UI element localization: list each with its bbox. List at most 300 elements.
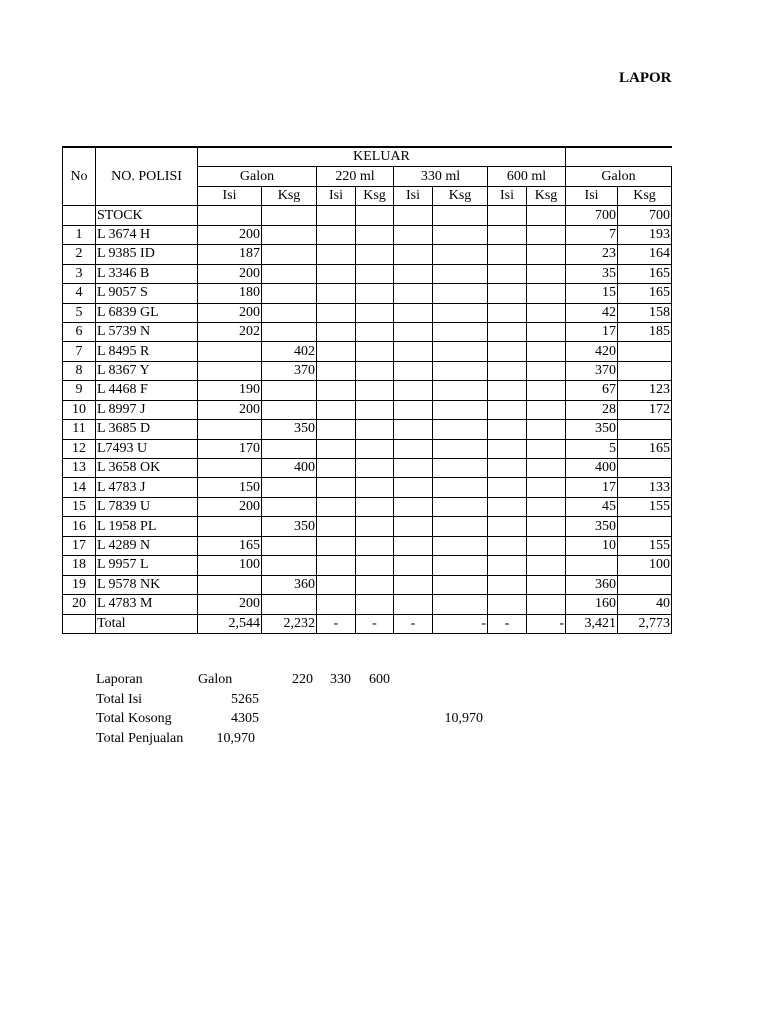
cell-stock-ksg bbox=[618, 342, 672, 361]
cell-ml600-ksg bbox=[527, 342, 566, 361]
cell-row-no: 20 bbox=[63, 595, 96, 614]
cell-galon-ksg bbox=[262, 206, 317, 225]
cell-galon-isi: 200 bbox=[198, 303, 262, 322]
table-row bbox=[63, 400, 672, 419]
cell-ml220-isi: - bbox=[317, 614, 356, 633]
cell-ml600-isi bbox=[488, 556, 527, 575]
header-330ml: 330 ml bbox=[394, 167, 488, 186]
cell-stock-ksg: 2,773 bbox=[618, 614, 672, 633]
cell-galon-ksg bbox=[262, 497, 317, 516]
cell-stock-isi: 700 bbox=[566, 206, 618, 225]
cell-galon-ksg bbox=[262, 303, 317, 322]
table-row bbox=[63, 595, 672, 614]
table-row bbox=[63, 342, 672, 361]
cell-stock-ksg: 40 bbox=[618, 595, 672, 614]
cell-ml220-ksg bbox=[356, 459, 394, 478]
cell-ml600-isi bbox=[488, 536, 527, 555]
header-600ml: 600 ml bbox=[488, 167, 566, 186]
cell-stock-ksg: 164 bbox=[618, 245, 672, 264]
cell-ml330-ksg bbox=[433, 439, 488, 458]
cell-ml600-isi bbox=[488, 206, 527, 225]
cell-row-no: 16 bbox=[63, 517, 96, 536]
header-ksg: Ksg bbox=[618, 186, 672, 205]
cell-ml220-ksg bbox=[356, 264, 394, 283]
cell-stock-isi: 360 bbox=[566, 575, 618, 594]
cell-ml330-ksg bbox=[433, 575, 488, 594]
cell-galon-isi: 190 bbox=[198, 381, 262, 400]
cell-ml220-ksg bbox=[356, 303, 394, 322]
cell-ml600-isi: - bbox=[488, 614, 527, 633]
cell-ml330-ksg bbox=[433, 342, 488, 361]
cell-stock-ksg bbox=[618, 575, 672, 594]
cell-galon-ksg bbox=[262, 225, 317, 244]
cell-ml600-isi bbox=[488, 361, 527, 380]
cell-ml600-isi bbox=[488, 264, 527, 283]
summary-total-penjualan-value: 10,970 bbox=[216, 731, 255, 746]
cell-ml330-ksg bbox=[433, 206, 488, 225]
cell-row-polisi: L 6839 GL bbox=[96, 303, 198, 322]
cell-galon-isi: 180 bbox=[198, 284, 262, 303]
cell-stock-isi: 400 bbox=[566, 459, 618, 478]
table-row bbox=[63, 303, 672, 322]
cell-row-no: 1 bbox=[63, 225, 96, 244]
cell-row-no: 4 bbox=[63, 284, 96, 303]
cell-row-no: 6 bbox=[63, 322, 96, 341]
cell-ml330-isi bbox=[394, 595, 433, 614]
summary-total-kosong-side: 10,970 bbox=[444, 711, 483, 726]
header-ksg: Ksg bbox=[527, 186, 566, 205]
cell-row-no: 13 bbox=[63, 459, 96, 478]
cell-galon-ksg: 350 bbox=[262, 517, 317, 536]
cell-galon-ksg: 350 bbox=[262, 420, 317, 439]
summary-600-header: 600 bbox=[369, 672, 390, 687]
cell-stock-isi: 5 bbox=[566, 439, 618, 458]
cell-galon-ksg bbox=[262, 536, 317, 555]
cell-ml600-ksg bbox=[527, 478, 566, 497]
cell-stock-ksg bbox=[618, 361, 672, 380]
cell-ml330-isi bbox=[394, 575, 433, 594]
cell-ml330-ksg bbox=[433, 361, 488, 380]
cell-ml330-ksg bbox=[433, 303, 488, 322]
cell-row-polisi: L 9057 S bbox=[96, 284, 198, 303]
cell-galon-ksg bbox=[262, 284, 317, 303]
cell-ml220-ksg bbox=[356, 381, 394, 400]
cell-ml220-ksg bbox=[356, 400, 394, 419]
cell-ml600-isi bbox=[488, 342, 527, 361]
cell-row-no: 5 bbox=[63, 303, 96, 322]
cell-stock-ksg: 123 bbox=[618, 381, 672, 400]
cell-ml600-ksg: - bbox=[527, 614, 566, 633]
cell-ml600-isi bbox=[488, 497, 527, 516]
cell-ml220-ksg bbox=[356, 517, 394, 536]
cell-ml330-ksg bbox=[433, 536, 488, 555]
cell-stock-ksg: 700 bbox=[618, 206, 672, 225]
summary-total-kosong-value: 4305 bbox=[231, 711, 259, 726]
cell-stock-isi: 35 bbox=[566, 264, 618, 283]
cell-stock-ksg bbox=[618, 459, 672, 478]
cell-ml600-ksg bbox=[527, 439, 566, 458]
header-keluar: KELUAR bbox=[198, 147, 566, 167]
cell-ml220-isi bbox=[317, 575, 356, 594]
table-row bbox=[63, 575, 672, 594]
cell-stock-ksg bbox=[618, 517, 672, 536]
cell-galon-ksg bbox=[262, 264, 317, 283]
table-row bbox=[63, 556, 672, 575]
cell-galon-isi: 187 bbox=[198, 245, 262, 264]
cell-stock-ksg: 165 bbox=[618, 284, 672, 303]
cell-row-polisi: L 3658 OK bbox=[96, 459, 198, 478]
cell-galon-ksg bbox=[262, 439, 317, 458]
cell-ml220-ksg bbox=[356, 595, 394, 614]
header-ksg: Ksg bbox=[433, 186, 488, 205]
cell-stock-ksg: 158 bbox=[618, 303, 672, 322]
summary-total-kosong-label: Total Kosong bbox=[96, 711, 172, 726]
cell-stock-ksg: 185 bbox=[618, 322, 672, 341]
cell-ml220-isi bbox=[317, 439, 356, 458]
summary-total-penjualan-label: Total Penjualan bbox=[96, 731, 184, 746]
cell-stock-ksg: 155 bbox=[618, 536, 672, 555]
cell-stock-isi: 350 bbox=[566, 517, 618, 536]
cell-ml220-isi bbox=[317, 400, 356, 419]
cell-ml600-ksg bbox=[527, 264, 566, 283]
cell-ml330-isi bbox=[394, 439, 433, 458]
cell-ml330-isi bbox=[394, 322, 433, 341]
cell-row-no: 12 bbox=[63, 439, 96, 458]
cell-galon-ksg bbox=[262, 400, 317, 419]
cell-ml330-ksg bbox=[433, 381, 488, 400]
cell-ml330-isi bbox=[394, 536, 433, 555]
table-row bbox=[63, 517, 672, 536]
summary-galon-header: Galon bbox=[198, 672, 233, 687]
cell-galon-isi: 2,544 bbox=[198, 614, 262, 633]
cell-ml220-isi bbox=[317, 206, 356, 225]
cell-row-no: 9 bbox=[63, 381, 96, 400]
cell-row-no bbox=[63, 206, 96, 225]
cell-ml330-isi bbox=[394, 556, 433, 575]
cell-ml330-ksg bbox=[433, 595, 488, 614]
header-isi: Isi bbox=[317, 186, 356, 205]
cell-row-no: 17 bbox=[63, 536, 96, 555]
cell-ml600-ksg bbox=[527, 245, 566, 264]
cell-stock-ksg: 100 bbox=[618, 556, 672, 575]
header-ksg: Ksg bbox=[262, 186, 317, 205]
cell-ml220-isi bbox=[317, 497, 356, 516]
total-row bbox=[63, 614, 672, 633]
cell-galon-isi bbox=[198, 206, 262, 225]
cell-row-no: 15 bbox=[63, 497, 96, 516]
cell-stock-ksg: 172 bbox=[618, 400, 672, 419]
cell-galon-ksg bbox=[262, 322, 317, 341]
cell-galon-isi: 200 bbox=[198, 497, 262, 516]
cell-row-no: 2 bbox=[63, 245, 96, 264]
cell-stock-isi: 10 bbox=[566, 536, 618, 555]
cell-stock-ksg: 165 bbox=[618, 264, 672, 283]
cell-ml330-isi bbox=[394, 361, 433, 380]
cell-galon-ksg bbox=[262, 556, 317, 575]
header-no: No bbox=[63, 147, 96, 206]
summary-total-isi-value: 5265 bbox=[231, 692, 259, 707]
cell-galon-isi bbox=[198, 575, 262, 594]
cell-ml600-isi bbox=[488, 284, 527, 303]
cell-row-no: 7 bbox=[63, 342, 96, 361]
cell-row-polisi: L 9957 L bbox=[96, 556, 198, 575]
cell-ml330-isi bbox=[394, 459, 433, 478]
summary-total-isi-label: Total Isi bbox=[96, 692, 143, 707]
cell-stock-isi: 17 bbox=[566, 322, 618, 341]
cell-ml600-ksg bbox=[527, 400, 566, 419]
cell-galon-isi bbox=[198, 361, 262, 380]
cell-row-polisi: L 9578 NK bbox=[96, 575, 198, 594]
cell-row-polisi: STOCK bbox=[96, 206, 198, 225]
cell-ml220-ksg bbox=[356, 322, 394, 341]
header-220ml: 220 ml bbox=[317, 167, 394, 186]
header-isi: Isi bbox=[566, 186, 618, 205]
cell-row-polisi: L 8495 R bbox=[96, 342, 198, 361]
table-row bbox=[63, 284, 672, 303]
cell-ml220-ksg bbox=[356, 497, 394, 516]
cell-galon-isi: 200 bbox=[198, 400, 262, 419]
cell-ml330-ksg bbox=[433, 245, 488, 264]
cell-ml220-isi bbox=[317, 459, 356, 478]
table-row bbox=[63, 497, 672, 516]
cell-ml220-ksg bbox=[356, 245, 394, 264]
cell-row-polisi: L 1958 PL bbox=[96, 517, 198, 536]
cell-galon-ksg: 370 bbox=[262, 361, 317, 380]
cell-ml220-ksg bbox=[356, 420, 394, 439]
cell-ml220-isi bbox=[317, 303, 356, 322]
cell-ml600-ksg bbox=[527, 381, 566, 400]
cell-ml220-isi bbox=[317, 284, 356, 303]
cell-stock-isi: 28 bbox=[566, 400, 618, 419]
cell-stock-isi: 17 bbox=[566, 478, 618, 497]
cell-row-polisi: L 8997 J bbox=[96, 400, 198, 419]
table-row bbox=[63, 536, 672, 555]
cell-stock-isi: 160 bbox=[566, 595, 618, 614]
cell-ml220-ksg bbox=[356, 206, 394, 225]
cell-ml600-isi bbox=[488, 381, 527, 400]
cell-ml220-isi bbox=[317, 595, 356, 614]
cell-ml600-ksg bbox=[527, 361, 566, 380]
cell-row-no: 3 bbox=[63, 264, 96, 283]
cell-ml600-isi bbox=[488, 303, 527, 322]
cell-ml600-ksg bbox=[527, 322, 566, 341]
cell-galon-ksg bbox=[262, 381, 317, 400]
cell-stock-isi bbox=[566, 556, 618, 575]
cell-ml600-ksg bbox=[527, 497, 566, 516]
cell-row-polisi: L7493 U bbox=[96, 439, 198, 458]
cell-ml600-isi bbox=[488, 322, 527, 341]
cell-ml600-ksg bbox=[527, 595, 566, 614]
cell-ml220-ksg: - bbox=[356, 614, 394, 633]
cell-ml220-isi bbox=[317, 361, 356, 380]
sales-table bbox=[62, 146, 672, 634]
cell-galon-ksg bbox=[262, 245, 317, 264]
cell-row-polisi: L 3685 D bbox=[96, 420, 198, 439]
cell-ml600-isi bbox=[488, 245, 527, 264]
cell-row-polisi: L 4783 M bbox=[96, 595, 198, 614]
cell-ml330-isi bbox=[394, 284, 433, 303]
cell-row-no bbox=[63, 614, 96, 633]
cell-ml600-ksg bbox=[527, 303, 566, 322]
summary-laporan-label: Laporan bbox=[96, 672, 143, 687]
cell-galon-isi bbox=[198, 342, 262, 361]
cell-ml600-isi bbox=[488, 595, 527, 614]
cell-row-polisi: L 3346 B bbox=[96, 264, 198, 283]
cell-ml330-ksg bbox=[433, 284, 488, 303]
cell-ml600-isi bbox=[488, 400, 527, 419]
cell-ml330-ksg bbox=[433, 420, 488, 439]
table-row bbox=[63, 459, 672, 478]
table-row bbox=[63, 206, 672, 225]
cell-ml220-isi bbox=[317, 420, 356, 439]
cell-ml220-isi bbox=[317, 225, 356, 244]
cell-row-no: 18 bbox=[63, 556, 96, 575]
cell-ml330-isi bbox=[394, 420, 433, 439]
cell-ml220-ksg bbox=[356, 556, 394, 575]
cell-galon-isi bbox=[198, 517, 262, 536]
cell-row-polisi: L 7839 U bbox=[96, 497, 198, 516]
cell-ml330-ksg bbox=[433, 497, 488, 516]
cell-ml330-isi bbox=[394, 478, 433, 497]
cell-ml330-isi bbox=[394, 381, 433, 400]
cell-ml220-ksg bbox=[356, 439, 394, 458]
table-row bbox=[63, 322, 672, 341]
report-title: LAPOR bbox=[619, 70, 672, 86]
cell-ml330-ksg bbox=[433, 459, 488, 478]
cell-stock-isi: 45 bbox=[566, 497, 618, 516]
cell-galon-isi: 100 bbox=[198, 556, 262, 575]
summary-330-header: 330 bbox=[330, 672, 351, 687]
cell-ml330-isi bbox=[394, 497, 433, 516]
cell-stock-ksg: 193 bbox=[618, 225, 672, 244]
cell-row-polisi: L 8367 Y bbox=[96, 361, 198, 380]
cell-galon-isi: 200 bbox=[198, 264, 262, 283]
cell-ml330-isi: - bbox=[394, 614, 433, 633]
cell-galon-isi bbox=[198, 420, 262, 439]
cell-galon-isi: 170 bbox=[198, 439, 262, 458]
cell-galon-isi: 200 bbox=[198, 225, 262, 244]
cell-ml220-isi bbox=[317, 381, 356, 400]
cell-ml220-ksg bbox=[356, 575, 394, 594]
header-ksg: Ksg bbox=[356, 186, 394, 205]
cell-stock-ksg bbox=[618, 420, 672, 439]
cell-row-polisi: L 4289 N bbox=[96, 536, 198, 555]
cell-ml600-ksg bbox=[527, 225, 566, 244]
cell-stock-isi: 67 bbox=[566, 381, 618, 400]
cell-galon-isi: 150 bbox=[198, 478, 262, 497]
cell-row-polisi: Total bbox=[96, 614, 198, 633]
cell-row-no: 8 bbox=[63, 361, 96, 380]
cell-row-no: 11 bbox=[63, 420, 96, 439]
cell-ml330-ksg bbox=[433, 225, 488, 244]
header-polisi: NO. POLISI bbox=[96, 147, 198, 206]
cell-ml600-ksg bbox=[527, 420, 566, 439]
cell-ml600-isi bbox=[488, 459, 527, 478]
cell-ml330-ksg bbox=[433, 556, 488, 575]
table-row bbox=[63, 245, 672, 264]
cell-ml330-isi bbox=[394, 342, 433, 361]
cell-ml330-isi bbox=[394, 517, 433, 536]
cell-galon-ksg: 400 bbox=[262, 459, 317, 478]
cell-ml220-isi bbox=[317, 556, 356, 575]
header-blank bbox=[566, 147, 672, 167]
cell-ml220-ksg bbox=[356, 284, 394, 303]
cell-ml330-ksg bbox=[433, 400, 488, 419]
cell-ml330-ksg: - bbox=[433, 614, 488, 633]
cell-ml220-isi bbox=[317, 342, 356, 361]
cell-galon-isi: 165 bbox=[198, 536, 262, 555]
cell-stock-ksg: 133 bbox=[618, 478, 672, 497]
cell-stock-isi: 7 bbox=[566, 225, 618, 244]
table-row bbox=[63, 361, 672, 380]
cell-ml220-ksg bbox=[356, 478, 394, 497]
cell-stock-isi: 23 bbox=[566, 245, 618, 264]
cell-row-polisi: L 4468 F bbox=[96, 381, 198, 400]
cell-ml220-ksg bbox=[356, 342, 394, 361]
cell-ml600-ksg bbox=[527, 536, 566, 555]
table-row bbox=[63, 225, 672, 244]
cell-ml330-ksg bbox=[433, 322, 488, 341]
cell-ml330-isi bbox=[394, 225, 433, 244]
table-row bbox=[63, 264, 672, 283]
cell-galon-isi bbox=[198, 459, 262, 478]
cell-ml600-isi bbox=[488, 439, 527, 458]
table-row bbox=[63, 420, 672, 439]
cell-galon-ksg: 360 bbox=[262, 575, 317, 594]
cell-row-no: 14 bbox=[63, 478, 96, 497]
cell-ml220-isi bbox=[317, 478, 356, 497]
cell-ml600-ksg bbox=[527, 206, 566, 225]
header-galon: Galon bbox=[198, 167, 317, 186]
cell-ml220-isi bbox=[317, 322, 356, 341]
cell-row-polisi: L 5739 N bbox=[96, 322, 198, 341]
header-isi: Isi bbox=[198, 186, 262, 205]
cell-ml330-isi bbox=[394, 206, 433, 225]
table-row bbox=[63, 439, 672, 458]
cell-ml220-isi bbox=[317, 264, 356, 283]
cell-ml220-ksg bbox=[356, 361, 394, 380]
cell-ml330-ksg bbox=[433, 478, 488, 497]
cell-stock-isi: 15 bbox=[566, 284, 618, 303]
cell-ml600-isi bbox=[488, 225, 527, 244]
cell-ml330-ksg bbox=[433, 517, 488, 536]
cell-ml220-isi bbox=[317, 517, 356, 536]
cell-stock-isi: 3,421 bbox=[566, 614, 618, 633]
cell-ml220-isi bbox=[317, 536, 356, 555]
cell-ml330-isi bbox=[394, 245, 433, 264]
summary-220-header: 220 bbox=[292, 672, 313, 687]
cell-ml330-isi bbox=[394, 303, 433, 322]
cell-ml600-ksg bbox=[527, 284, 566, 303]
cell-galon-ksg bbox=[262, 595, 317, 614]
cell-row-polisi: L 3674 H bbox=[96, 225, 198, 244]
cell-galon-ksg: 2,232 bbox=[262, 614, 317, 633]
cell-ml600-ksg bbox=[527, 517, 566, 536]
cell-ml330-ksg bbox=[433, 264, 488, 283]
cell-ml600-isi bbox=[488, 420, 527, 439]
cell-galon-ksg: 402 bbox=[262, 342, 317, 361]
cell-ml330-isi bbox=[394, 400, 433, 419]
cell-row-no: 19 bbox=[63, 575, 96, 594]
cell-ml600-ksg bbox=[527, 459, 566, 478]
table-row bbox=[63, 381, 672, 400]
cell-stock-isi: 420 bbox=[566, 342, 618, 361]
header-isi: Isi bbox=[394, 186, 433, 205]
cell-galon-ksg bbox=[262, 478, 317, 497]
cell-ml600-isi bbox=[488, 517, 527, 536]
cell-galon-isi: 202 bbox=[198, 322, 262, 341]
header-galon-stock: Galon bbox=[566, 167, 672, 186]
